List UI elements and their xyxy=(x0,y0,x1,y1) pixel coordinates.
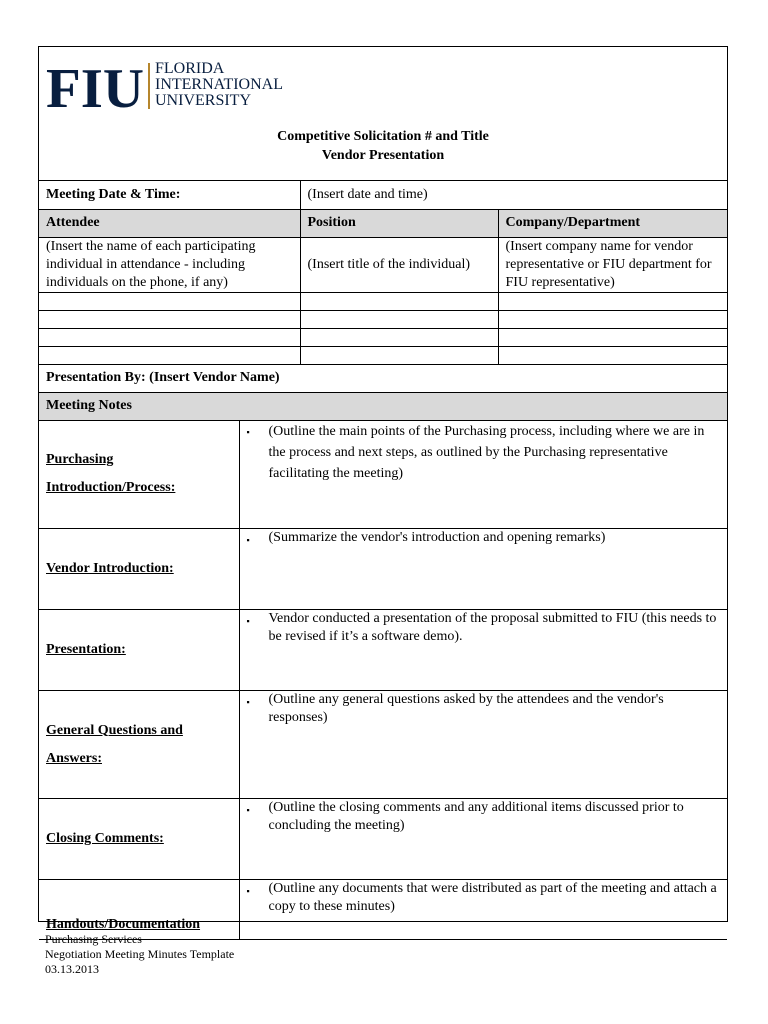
empty-cell[interactable] xyxy=(498,346,727,364)
notes-row-general-questions xyxy=(39,691,727,799)
empty-cell[interactable] xyxy=(300,346,498,364)
section-label-closing-comments: Closing Comments: xyxy=(39,799,239,880)
notes-row-handouts xyxy=(39,880,727,940)
presentation-by-row: Presentation By: (Insert Vendor Name) xyxy=(39,364,727,392)
bullet-icon: ▪ xyxy=(246,535,250,545)
table-row xyxy=(39,328,727,346)
empty-cell[interactable] xyxy=(498,328,727,346)
empty-cell[interactable] xyxy=(300,328,498,346)
attendee-name-cell[interactable]: (Insert the name of each participating individual in attendance - including individuals on the phone, if any) xyxy=(39,237,300,292)
meeting-notes-table xyxy=(39,421,727,941)
fiu-logo-line-2: INTERNATIONAL xyxy=(155,76,283,93)
header-position: Position xyxy=(300,209,498,237)
empty-cell[interactable] xyxy=(39,292,300,310)
section-label-handouts: Handouts/Documentation xyxy=(39,880,239,940)
empty-cell[interactable] xyxy=(300,310,498,328)
footer-date: 03.13.2013 xyxy=(45,962,99,976)
footer-department: Purchasing Services xyxy=(45,932,142,946)
section-body-closing-comments[interactable] xyxy=(239,799,727,880)
fiu-logo-mark xyxy=(46,58,144,120)
header-company: Company/Department xyxy=(498,209,727,237)
page-footer xyxy=(45,932,234,977)
meeting-date-label: Meeting Date & Time: xyxy=(39,181,300,209)
footer-template-name: Negotiation Meeting Minutes Template xyxy=(45,947,235,961)
fiu-logo-line-1: FLORIDA xyxy=(155,60,225,77)
empty-cell[interactable] xyxy=(39,310,300,328)
presentation-subtitle: Vendor Presentation xyxy=(321,148,445,163)
section-label-general-questions: General Questions and Answers: xyxy=(39,691,239,799)
section-body-presentation[interactable] xyxy=(239,610,727,691)
table-row xyxy=(39,292,727,310)
section-body-general-questions[interactable] xyxy=(239,691,727,799)
section-text-handouts: (Outline any documents that were distributed as part of the meeting and attach a copy to these minutes) xyxy=(268,881,717,914)
section-label-vendor-introduction: Vendor Introduction: xyxy=(39,529,239,610)
section-body-purchasing[interactable] xyxy=(239,421,727,529)
empty-cell[interactable] xyxy=(300,292,498,310)
section-text-closing-comments: (Outline the closing comments and any additional items discussed prior to concluding the meeting) xyxy=(268,800,684,833)
fiu-logo-letters: FIU xyxy=(46,58,144,120)
solicitation-title: Competitive Solicitation # and Title xyxy=(277,129,489,144)
empty-cell[interactable] xyxy=(498,292,727,310)
document-header xyxy=(39,47,727,181)
section-text-presentation: Vendor conducted a presentation of the proposal submitted to FIU (this needs to be revised if it’s a software demo). xyxy=(268,611,717,644)
fiu-logo-line-3: UNIVERSITY xyxy=(155,92,251,109)
empty-cell[interactable] xyxy=(498,310,727,328)
notes-row-purchasing xyxy=(39,421,727,529)
section-text-purchasing: (Outline the main points of the Purchasing process, including where we are in the process and next steps, as outlined by the Purchasing representative facilitating the meeting) xyxy=(268,423,705,481)
fiu-logo-wordmark xyxy=(155,61,305,109)
document-title xyxy=(39,127,727,165)
notes-row-closing-comments xyxy=(39,799,727,880)
attendee-position-cell[interactable]: (Insert title of the individual) xyxy=(300,237,498,292)
empty-cell[interactable] xyxy=(39,346,300,364)
empty-cell[interactable] xyxy=(39,328,300,346)
meeting-notes-header: Meeting Notes xyxy=(39,392,727,420)
section-body-vendor-introduction[interactable] xyxy=(239,529,727,610)
bullet-icon: ▪ xyxy=(246,426,250,437)
bullet-icon: ▪ xyxy=(246,805,250,815)
fiu-logo-divider xyxy=(148,63,150,109)
section-text-vendor-introduction: (Summarize the vendor's introduction and opening remarks) xyxy=(268,530,606,545)
section-label-presentation: Presentation: xyxy=(39,610,239,691)
attendee-table xyxy=(39,181,727,421)
meeting-date-value[interactable]: (Insert date and time) xyxy=(300,181,727,209)
document-page xyxy=(38,46,728,932)
section-body-handouts[interactable] xyxy=(239,880,727,940)
attendee-company-cell[interactable]: (Insert company name for vendor representative or FIU department for FIU representative) xyxy=(498,237,727,292)
section-label-purchasing: Purchasing Introduction/Process: xyxy=(39,421,239,529)
header-attendee: Attendee xyxy=(39,209,300,237)
table-row xyxy=(39,310,727,328)
section-text-general-questions: (Outline any general questions asked by the attendees and the vendor's responses) xyxy=(268,692,664,725)
notes-row-presentation xyxy=(39,610,727,691)
bullet-icon: ▪ xyxy=(246,886,250,896)
bullet-icon: ▪ xyxy=(246,697,250,707)
table-row xyxy=(39,346,727,364)
notes-row-vendor-introduction xyxy=(39,529,727,610)
bullet-icon: ▪ xyxy=(246,616,250,626)
